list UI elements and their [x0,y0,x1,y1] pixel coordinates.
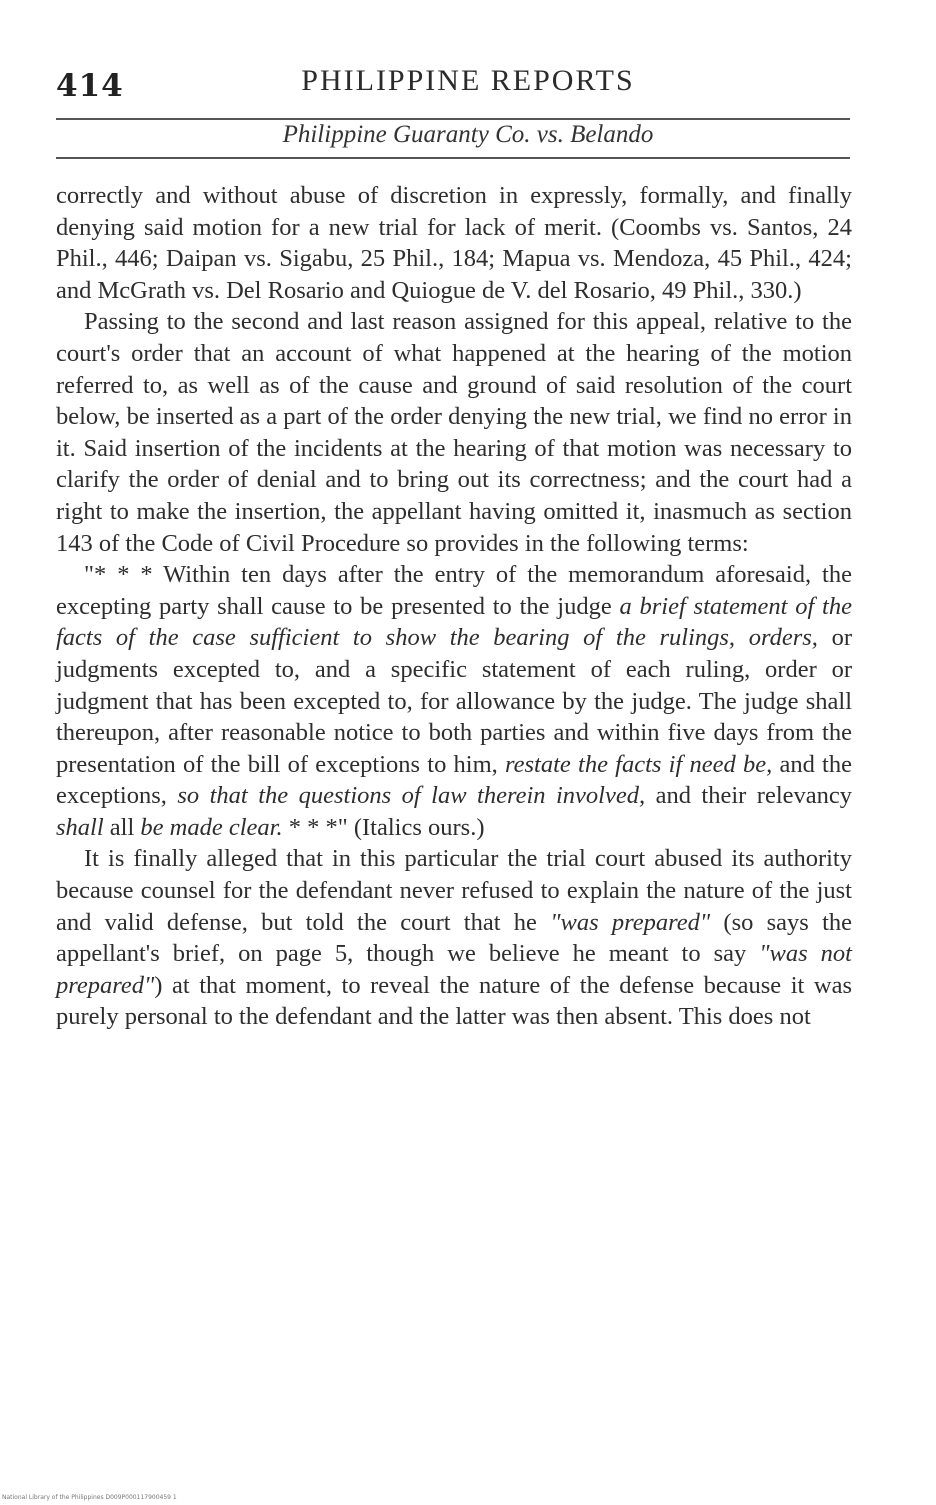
body-text [56,180,852,1033]
quote-italic: restate the facts if need be, [505,750,773,778]
case-title: Philippine Guaranty Co. vs. Belando [282,121,654,148]
paragraph-text: (so says the appellant's brief, on page 5, though we believe he meant to say [56,908,852,968]
quote-text: and the exceptions, [56,750,852,810]
quote-text: * * *" (Italics ours.) [282,813,485,841]
top-rule [56,118,850,120]
quote-italic: a brief statement of the facts of the case sufficient to show the bearing of the rulings, orders, [56,592,852,652]
quote-text: all [103,813,141,841]
quote-italic: be made clear. [140,813,283,841]
quote-text: "* * * Within ten days after the entry of the memorandum aforesaid, the excepting party shall cause to be presented to the judge [56,561,852,620]
paragraph-text: It is finally alleged that in this particular the trial court abused its authority because counsel for the defendant never refused to explain the nature of the just and valid defense, but told the court that he [56,845,852,936]
paragraph-2: Passing to the second and last reason assigned for this appeal, relative to the court's order that an account of what happened at the hearing of the motion referred to, as well as of the cause and ground of said resolution of the court below, be inserted as a part of the order denying the new trial, we find no error in it. Said insertion of the incidents at the hearing of that motion was necessary to clarify the order of denial and to bring out its correctness; and the court had a right to make the insertion, the appellant having omitted it, inasmuch as section 143 of the Code of Civil Procedure so provides in the following terms: [56,308,852,557]
quote-text: and their relevancy [645,782,852,810]
paragraph-italic: "was prepared" [550,908,711,936]
header-rule [56,157,850,159]
quote-italic: so that the questions of law therein involved, [177,782,646,810]
source-note: National Library of the Philippines D009P000117900459 1 [2,1494,177,1501]
page-number: 414 [56,68,124,104]
paragraph-text: ) at that moment, to reveal the nature of the defense because it was purely personal to the defendant and the latter was then absent. This does not [56,971,852,1031]
paragraph-italic: "was not prepared" [56,940,852,999]
statute-quote [56,559,852,843]
paragraph-1: correctly and without abuse of discretion in expressly, formally, and finally denying said motion for a new trial for lack of merit. (Coombs vs. Santos, 24 Phil., 446; Daipan vs. Sigabu, 25 Phil., 184; Mapua vs. Mendoza, 45 Phil., 424; and McGrath vs. Del Rosario and Quiogue de V. del Rosario, 49 Phil., 330.) [56,182,852,304]
quote-italic: shall [56,813,104,841]
quote-text: or judgments excepted to, and a specific statement of each ruling, order or judgment that has been excepted to, for allowance by the judge. The judge shall thereupon, after reasonable notice to both parties and within five days from the presentation of the bill of exceptions to him, [56,624,852,778]
running-title: PHILIPPINE REPORTS [301,64,635,97]
paragraph-3 [56,843,852,1033]
